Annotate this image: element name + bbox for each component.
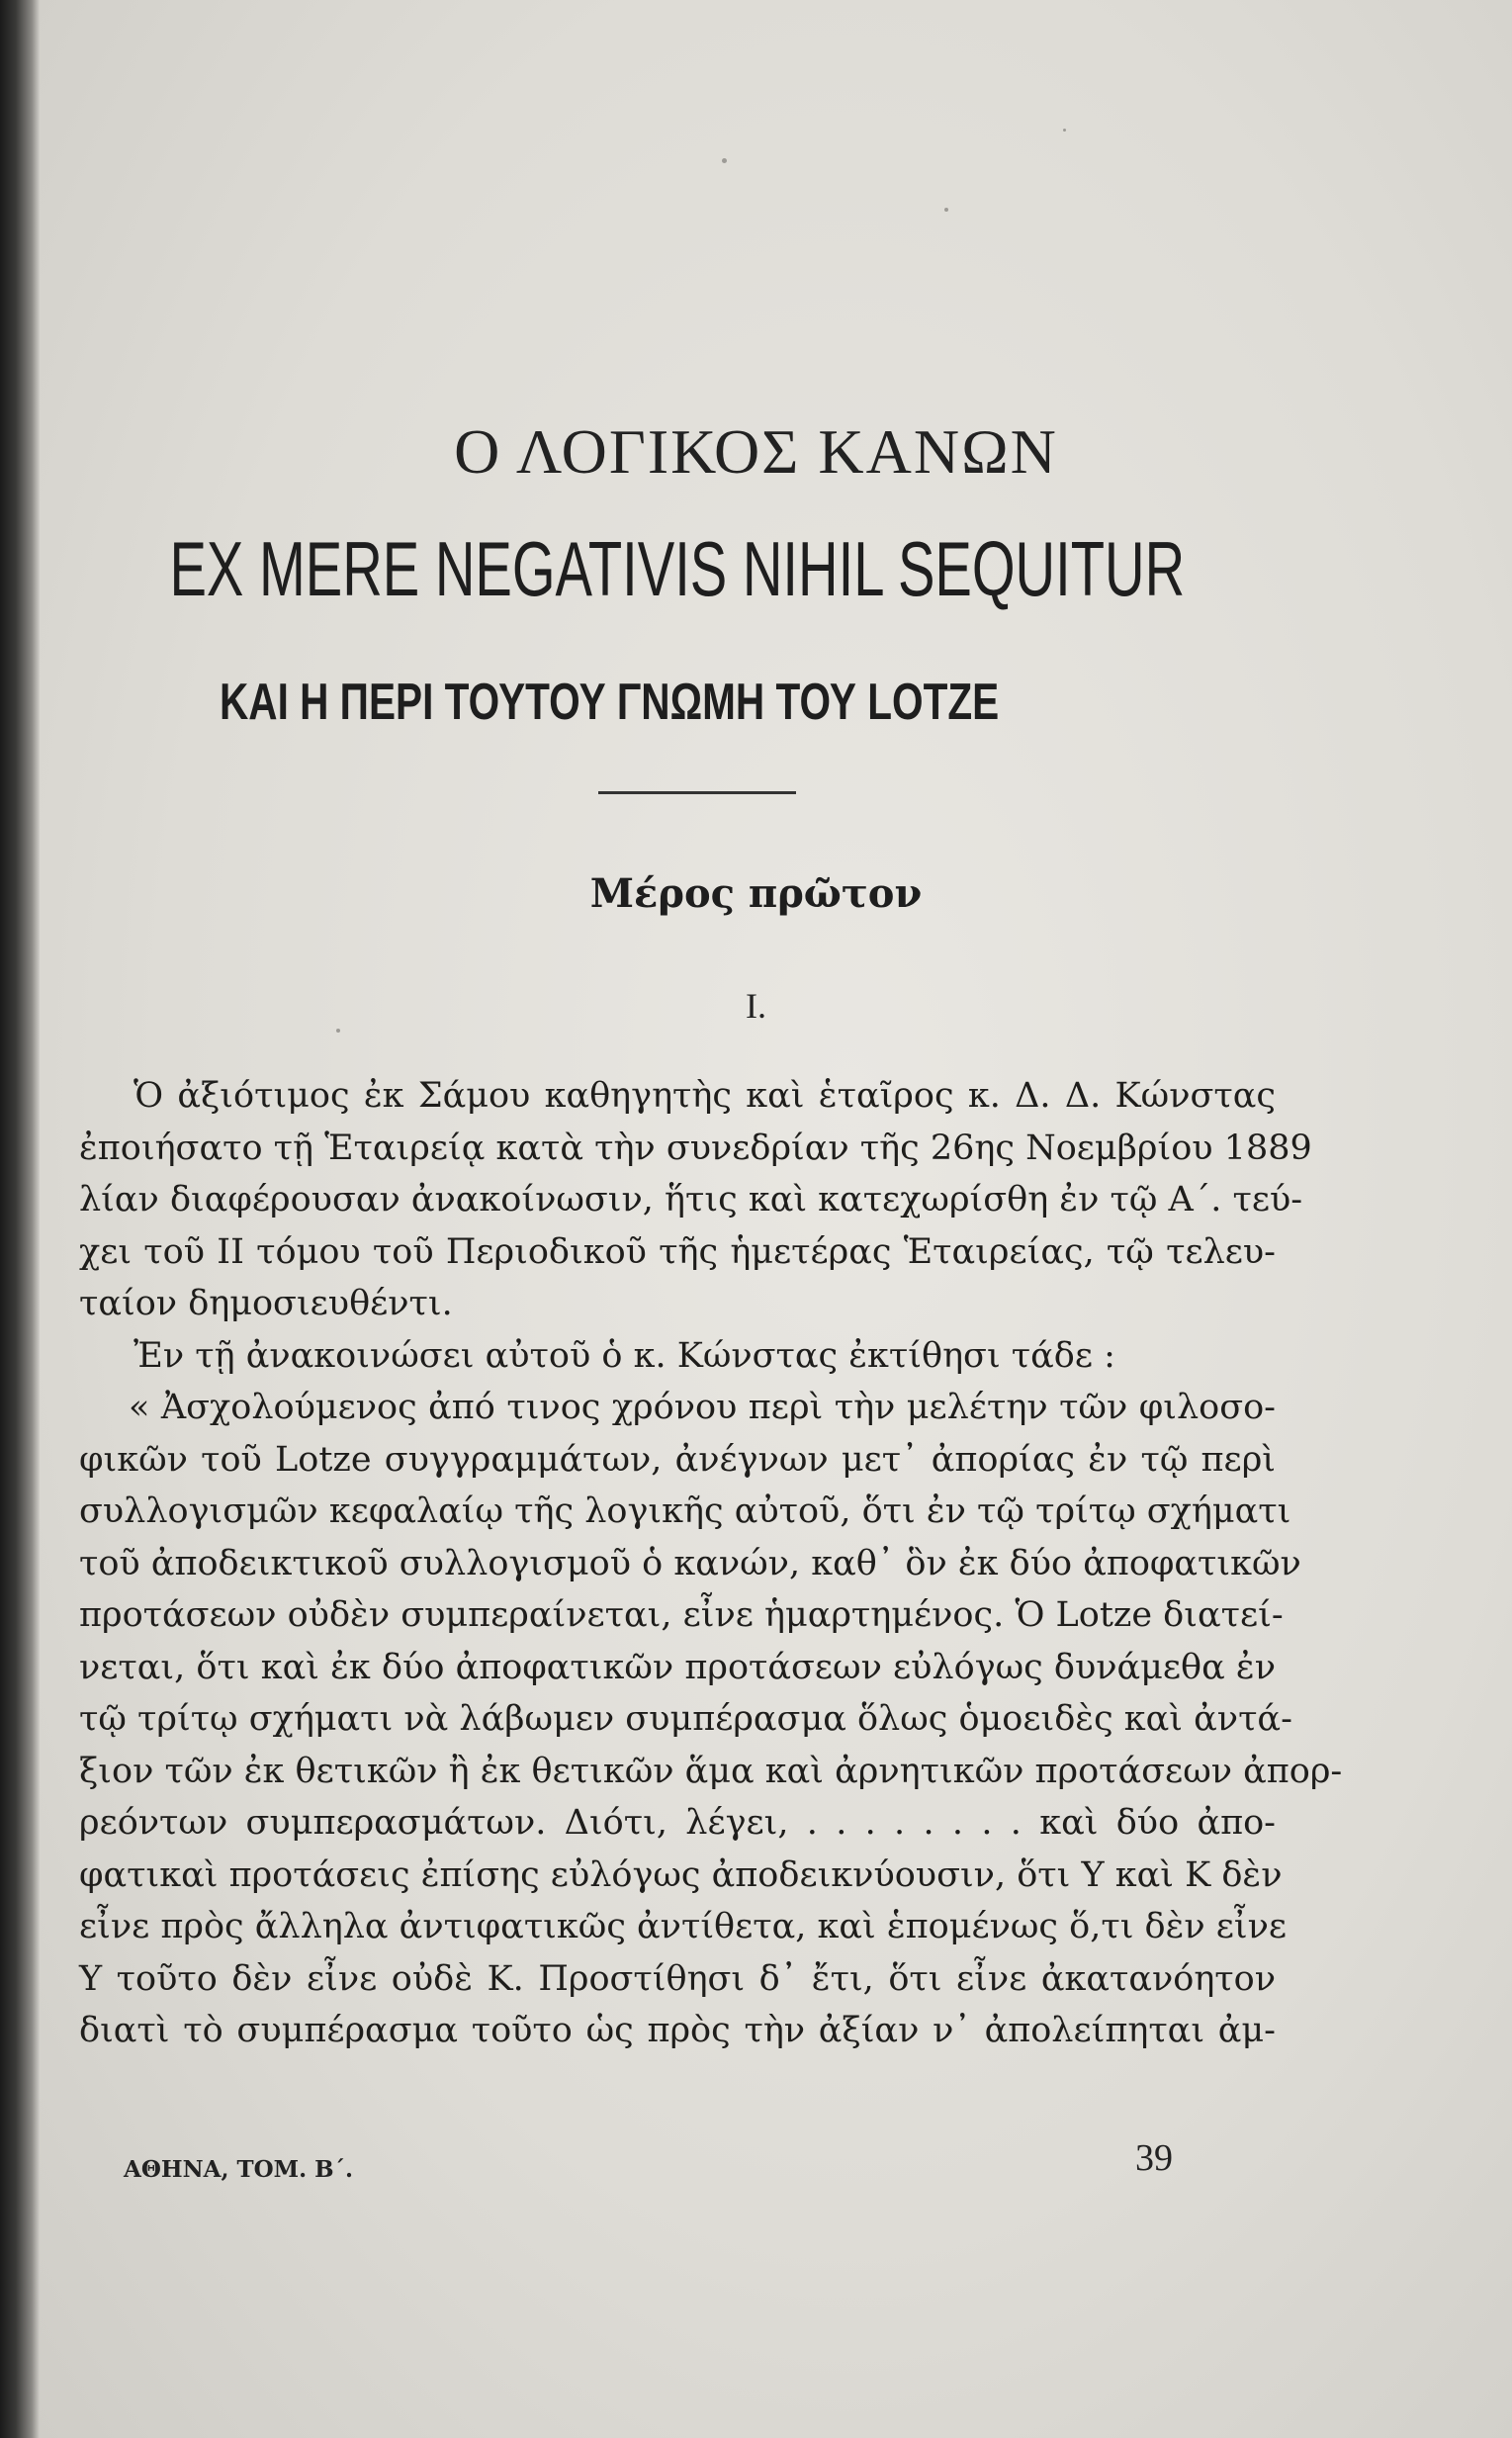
title-line-1: Ο ΛΟΓΙΚΟΣ ΚΑΝΩΝ	[454, 416, 1058, 487]
quote-line: ρεόντων συμπερασμάτων. Διότι, λέγει, . . . . . . . . καὶ δύο ἀπο-	[79, 1803, 1276, 1843]
quote-line: προτάσεων οὐδὲν συμπεραίνεται, εἶνε ἡμαρτημένος. Ὁ Lotze διατεί-	[79, 1595, 1284, 1635]
text-line: Ἐν τῇ ἀνακοινώσει αὐτοῦ ὁ κ. Κώνστας ἐκτίθησι τάδε :	[133, 1335, 1115, 1376]
quote-line: Υ τοῦτο δὲν εἶνε οὐδὲ Κ. Προστίθησι δ᾽ ἔτι, ὅτι εἶνε ἀκατανόητον	[79, 1958, 1276, 1999]
title-line-3: ΚΑΙ Η ΠΕΡΙ ΤΟΥΤΟΥ ΓΝΩΜΗ ΤΟΥ LOTZE	[220, 674, 1000, 731]
quote-line: ξιον τῶν ἐκ θετικῶν ἢ ἐκ θετικῶν ἅμα καὶ ἀρνητικῶν προτάσεων ἀπορ-	[79, 1751, 1343, 1791]
quote-line: τοῦ ἀποδεικτικοῦ συλλογισμοῦ ὁ κανών, καθ᾽ ὃν ἐκ δύο ἀποφατικῶν	[79, 1543, 1301, 1583]
section-number: I.	[746, 986, 766, 1026]
body-text	[79, 1070, 1343, 2057]
text-line: Ὁ ἀξιότιμος ἐκ Σάμου καθηγητὴς καὶ ἑταῖρος κ. Δ. Δ. Κώνστας	[133, 1076, 1276, 1116]
paper-speck	[722, 158, 727, 163]
paper-speck	[944, 208, 948, 212]
text-line: λίαν διαφέρουσαν ἀνακοίνωσιν, ἥτις καὶ κατεχωρίσθη ἐν τῷ Α΄. τεύ-	[79, 1180, 1303, 1219]
book-binding-edge	[0, 0, 40, 2438]
text-line: ἐποιήσατο τῇ Ἑταιρείᾳ κατὰ τὴν συνεδρίαν τῆς 26ης Νοεμβρίου 1889	[79, 1128, 1312, 1168]
title-line-2: EX MERE NEGATIVIS NIHIL SEQUITUR	[169, 525, 1186, 612]
quote-line: τῷ τρίτῳ σχήματι νὰ λάβωμεν συμπέρασμα ὅλως ὁμοειδὲς καὶ ἀντά-	[79, 1699, 1292, 1739]
quote-line: συλλογισμῶν κεφαλαίῳ τῆς λογικῆς αὐτοῦ, ὅτι ἐν τῷ τρίτῳ σχήματι	[79, 1491, 1291, 1531]
quote-line: « Ἀσχολούμενος ἀπό τινος χρόνου περὶ τὴν μελέτην τῶν φιλοσο-	[129, 1388, 1276, 1427]
quote-line: εἶνε πρὸς ἄλληλα ἀντιφατικῶς ἀντίθετα, καὶ ἑπομένως ὅ,τι δὲν εἶνε	[79, 1907, 1288, 1946]
text-line: ταίον δημοσιευθέντι.	[79, 1284, 453, 1323]
quote-line: διατὶ τὸ συμπέρασμα τοῦτο ὡς πρὸς τὴν ἀξίαν ν᾽ ἀπολείπηται ἀμ-	[79, 2011, 1276, 2050]
printer-signature: ΑΘΗΝΑ, ΤΟΜ. Β΄.	[124, 2156, 354, 2183]
page-number: 39	[1135, 2137, 1173, 2179]
quote-line: νεται, ὅτι καὶ ἐκ δύο ἀποφατικῶν προτάσεων εὐλόγως δυνάμεθα ἐν	[79, 1647, 1276, 1687]
quote-line: φατικαὶ προτάσεις ἐπίσης εὐλόγως ἀποδεικνύουσιν, ὅτι Υ καὶ Κ δὲν	[79, 1854, 1283, 1895]
quote-line: φικῶν τοῦ Lotze συγγραμμάτων, ἀνέγνων μετ᾽ ἀπορίας ἐν τῷ περὶ	[79, 1439, 1276, 1480]
paper-speck	[336, 1029, 340, 1033]
title-divider	[598, 791, 796, 794]
paper-speck	[1063, 129, 1066, 132]
part-heading: Μέρος πρῶτον	[589, 870, 923, 917]
text-line: χει τοῦ ΙΙ τόμου τοῦ Περιοδικοῦ τῆς ἡμετέρας Ἑταιρείας, τῷ τελευ-	[79, 1231, 1276, 1272]
